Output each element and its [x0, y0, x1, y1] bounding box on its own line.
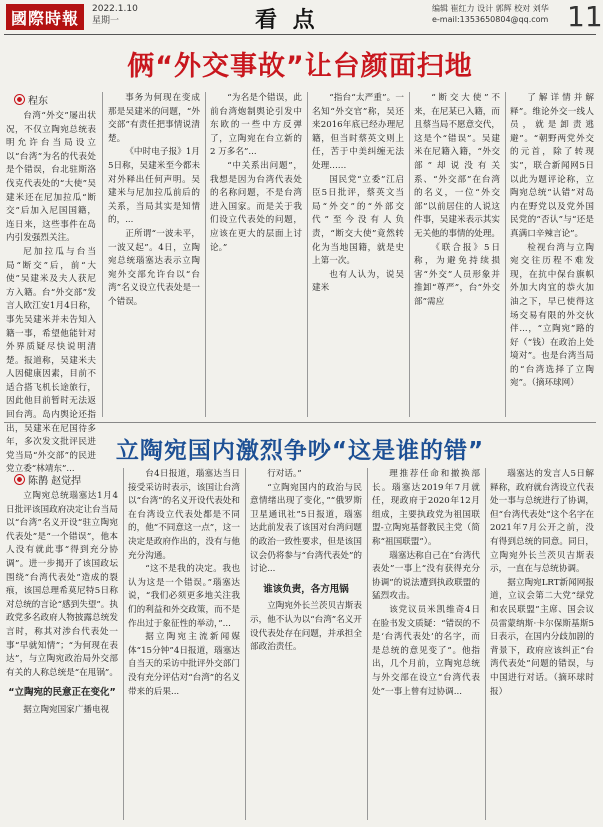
column-divider	[205, 92, 206, 417]
paragraph: “立陶宛国内的政治与民意情绪出现了变化，”“俄罗斯卫星通讯社”5日报道，瑙塞达此前发表了该国对台湾问题的政治一致性要求，但是该国议会仍将参与“台湾代表处”的讨论...	[250, 482, 362, 575]
article2-col4	[372, 468, 480, 820]
page-number: 11	[567, 0, 603, 33]
newspaper-logo: 國際時報	[6, 4, 84, 30]
article1-col4	[312, 92, 404, 415]
paragraph: 据立陶宛LRT新闻网报道，立议会第二大党“绿党和农民联盟”主席、国会议员雷蒙纳斯·卡尔保斯基斯5日表示，在国内分歧加剧的背景下，政府应该纠正“台湾代表处”问题的错误，与中国进行对话。（摘环球时报）	[490, 577, 594, 697]
column-divider	[409, 92, 410, 417]
page-header	[0, 0, 603, 34]
article2-byline	[14, 472, 81, 487]
article1-col2	[108, 92, 200, 415]
byline-bullet-icon	[14, 94, 25, 105]
article2-col5	[490, 468, 594, 820]
paragraph: 据立陶宛国家广播电视	[23, 704, 110, 715]
paragraph: 瑙塞达称自己在“台湾代表处”一事上“没有获得充分协调”的说法遭到执政联盟的猛烈攻击。	[372, 550, 480, 602]
column-divider	[367, 468, 368, 820]
column-divider	[307, 92, 308, 417]
column-divider	[245, 468, 246, 820]
paragraph: 台湾“外交”屡出状况，不仅立陶宛总统表明允许台当局设立以“台湾”为名的代表处是个错误，台北驻斯洛伐克代表处的“大使”吴建米还在尼加拉瓜“断交”后加入尼国国籍，连日来，这些事件在岛内引发强烈关注。	[6, 111, 96, 244]
article1-byline	[14, 92, 48, 107]
paragraph: 该党议员米凯维奇4日在脸书发文质疑：“错误的不是‘台湾代表处’的名字，而是总统的意见变了”。他指出，几个月前，立陶宛总统与外交部在设立“台湾代表处”一事上曾有过协调...	[372, 604, 480, 697]
article2-col2	[128, 468, 240, 820]
paragraph: 正所谓“一波未平，一波又起”。4日，立陶宛总统瑙塞达表示立陶宛外交部允许台以“台湾”名义设立代表处是一个错误。	[108, 228, 200, 307]
article1-col6	[510, 92, 594, 415]
paragraph: 理推荐任命和撤换部长。瑙塞达2019年7月就任，现政府于2020年12月组成，主要执政党为祖国联盟-立陶宛基督教民主党（简称“祖国联盟”）。	[372, 469, 480, 547]
paragraph: 《中时电子报》1月5日称，吴建米至今都未对外释出任何声明。吴建米与尼加拉瓜前后的关系，当局其实是知情的，...	[108, 147, 200, 226]
paragraph: 台4日报道，瑙塞达当日接受采访时表示，该国让台湾以“台湾”的名义开设代表处和在台湾设立代表处都是不同的，他“不同意这一点”，这一决定是政府作出的，没有与他充分沟通。	[128, 469, 240, 561]
article2-author: 陈鹊 赵觉捍	[28, 476, 82, 487]
issue-date	[92, 3, 138, 27]
paragraph: 据立陶宛主流新闻媒体“15分钟”4日报道，瑙塞达自当天的采访中批评外交部门没有充分评估对“台湾”的名义带来的后果...	[128, 632, 240, 697]
column-divider	[485, 468, 486, 820]
article1-headline: 俩“外交事故”让台颜面扫地	[127, 51, 473, 82]
paragraph: “指台“太严重”。一名知“外交官”称，吴还来2016年底已经办理尼籍，但当时蔡英文则上任，苦于中美纠缠无法处理……	[312, 93, 404, 171]
article1-col5	[414, 92, 500, 415]
article-separator	[4, 422, 596, 423]
paragraph: “中关系出问题”，我想是因为台湾代表处的名称问题，不是台湾进入国家。而是关于我们设立代表处的问题，应该在更大的层面上讨论。”	[210, 160, 302, 253]
editor-info	[432, 3, 549, 25]
article2-col1	[6, 490, 118, 820]
paragraph: 瑙塞达的发言人5日解释称，政府就台湾设立代表处一事与总统进行了协调，但“台湾代表处”这个名字在2021年7月公开之前，没有得到总统的同意。同日，立陶宛外长兰茨贝吉斯表示，一直在与总统协调。	[490, 469, 594, 575]
paragraph: 事务为何现在变成那是吴建米的问题，“外交部”有责任把事情说清楚。	[108, 93, 200, 144]
paragraph: “断交大使”不来，在尼某已入籍，而且蔡当局不愿意交代，这是个“错误”。吴建米在尼籍入籍，“外交部”却说没有关系、“外交部”在台湾的名义，一位“外交部”以前居住的人说这件事，吴建米表示其实无关他的事情的处理。	[414, 93, 500, 239]
article2-subhead-1: “立陶宛的民意正在变化”	[8, 687, 116, 699]
paragraph: 立陶宛总统瑙塞达1月4日批评该国政府决定让台当局以“台湾”名义开设“驻立陶宛代表处”是“一个错误”，他本人没有就此事“得到充分协调”。进一步揭开了该国政坛围绕“台湾代表处”造成的裂痕，该国总理希莫尼特5日称对总统的言论“感到失望”。执政党多名政府人物披露总统发言时，称其对涉台代表处一事“早就知情”；“为何现在表达”，与立陶宛政治局外交部有关的人称总统是“在甩锅”。	[6, 491, 118, 678]
section-title: 看 点	[255, 7, 319, 33]
date-value: 2022.1.10	[92, 4, 138, 14]
paragraph: 行对话。”	[267, 469, 302, 479]
paragraph: 检视台湾与立陶宛交往历程不难发现，在抗中保台旗帜外加大肉宜的恭火加油之下，早已使得这场交易有限的外交伙伴...，“立陶宛”路的好（“钱）在政治上处境对”。也是台湾当局的“台湾选择了立陶宛”。（摘环球网）	[510, 242, 594, 389]
paragraph: 《联合报》5日称，为避免持续损害“外交”人员形象并推卸“尊严”，台“外交部”需应	[414, 242, 500, 307]
paragraph: 立陶宛外长兰茨贝吉斯表示，他不认为以“台湾”名义开设代表处存在问题，并承担全部政治责任。	[250, 601, 362, 653]
article2-subhead-2: 谁该负责，各方甩锅	[263, 583, 349, 595]
column-divider	[505, 92, 506, 417]
byline-bullet-icon	[14, 474, 25, 485]
paragraph: 尼加拉瓜与台当局“断交”后，前“大使”吴建米及夫人获尼方入籍。台“外交部”发言人欧江安1月4日称，事先吴建米并未告知入籍一事，希望他能针对外界质疑尽快说明清楚。报道称，吴建米夫人因健康因素，目前不适合搭飞机长途旅行，因此他目前暂时无法返回台湾。岛内舆论还指出，吴建米在尼国待多年，多次发文批评民进党当局“外交部”的民进党立委“林靖东”...	[6, 246, 96, 475]
header-rule	[4, 34, 596, 35]
paragraph: “这不是我的决定。我也认为这是一个错误。”瑙塞达说，“我们必须更多地关注我们的利益和外交政策，而不是作出过于象征性的举动，”...	[128, 564, 240, 629]
article1-col1	[6, 110, 96, 475]
article1-col3	[210, 92, 302, 415]
paragraph: 了解详情并解释”。维论外交一线人员，就是卸责逃避”。“朝野两党外交的元首，除了转现实”，联合新闻网5日以此为题评论称，立陶宛总统“认错”对岛内在野党以及党外国民党的“否认”与“还是真满口辛辣言论”。	[510, 93, 594, 239]
weekday-value: 星期一	[92, 16, 120, 26]
paragraph: 国民党“立委”江启臣5日批评，蔡英文当局“外交”的“外部交代”至今没有人负责，“断交大使”竟然转化为当地国籍，就是史上第一次。	[312, 174, 404, 267]
paragraph: 也有人认为，说吴建米	[312, 269, 404, 294]
article1-author: 程东	[28, 96, 48, 107]
article2-headline: 立陶宛国内激烈争吵“这是谁的错”	[115, 438, 485, 464]
column-divider	[123, 468, 124, 820]
paragraph: “为名是个错误，此前台湾炮制舆论引发中东欧的一些中方反弹了，立陶宛在台立新的 2 万多名”...	[210, 93, 302, 158]
column-divider	[102, 92, 103, 417]
article2-col3	[250, 468, 362, 820]
email-line: e-mail:1353650804@qq.com	[432, 15, 549, 24]
editor-line: 编辑 崔红力 设计 郭辉 校对 刘华	[432, 4, 549, 13]
